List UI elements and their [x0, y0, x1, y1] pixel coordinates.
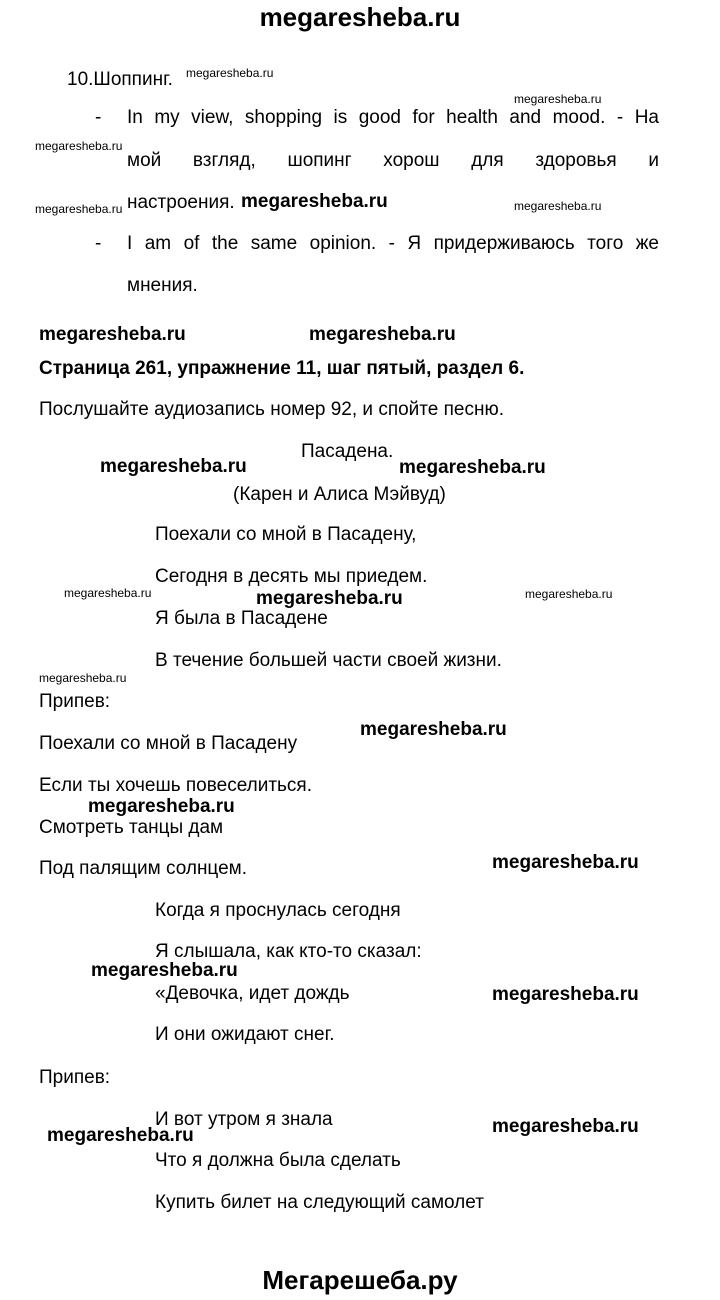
song-line: И они ожидают снег.	[155, 1024, 335, 1045]
watermark-bold: megaresheba.ru	[256, 588, 403, 609]
song-line: Купить билет на следующий самолет	[155, 1192, 484, 1213]
watermark-bold: megaresheba.ru	[309, 324, 456, 345]
song-line: Что я должна была сделать	[155, 1150, 401, 1171]
exercise-10-heading: 10.Шоппинг.	[67, 69, 173, 90]
watermark-bold: megaresheba.ru	[100, 456, 247, 477]
watermark-bold: megaresheba.ru	[492, 852, 639, 873]
watermark-small: megaresheba.ru	[39, 671, 127, 685]
watermark-bold: megaresheba.ru	[360, 719, 507, 740]
song-line: И вот утром я знала	[155, 1109, 333, 1130]
watermark-small: megaresheba.ru	[525, 587, 613, 601]
dialog-line: настроения.	[127, 192, 235, 213]
watermark-bold: megaresheba.ru	[88, 796, 235, 817]
chorus-line: Поехали со мной в Пасадену	[39, 733, 298, 754]
watermark-small: megaresheba.ru	[35, 139, 123, 153]
chorus-line: Под палящим солнцем.	[39, 858, 248, 879]
watermark-small: megaresheba.ru	[514, 199, 602, 213]
chorus-label: Припев:	[39, 691, 111, 712]
watermark-bold: megaresheba.ru	[47, 1125, 194, 1146]
watermark-bold: megaresheba.ru	[492, 1116, 639, 1137]
song-line: В течение большей части своей жизни.	[155, 650, 502, 671]
chorus-line: Если ты хочешь повеселиться.	[39, 775, 313, 796]
watermark-bold: megaresheba.ru	[39, 324, 186, 345]
watermark-bold: megaresheba.ru	[399, 457, 546, 478]
dialog-line: In my view, shopping is good for health and mood. - На	[127, 107, 659, 128]
exercise-11-heading: Страница 261, упражнение 11, шаг пятый, раздел 6.	[39, 358, 525, 379]
chorus-label: Припев:	[39, 1067, 111, 1088]
dialog-line: мой взгляд, шопинг хорош для здоровья и	[127, 150, 659, 171]
song-line: «Девочка, идет дождь	[155, 983, 350, 1004]
watermark-small: megaresheba.ru	[64, 586, 152, 600]
watermark-small: megaresheba.ru	[186, 66, 274, 80]
song-line: Поехали со мной в Пасадену,	[155, 524, 417, 545]
dialog-line: I am of the same opinion. - Я придерживаюсь того же	[127, 233, 659, 254]
song-line: Сегодня в десять мы приедем.	[155, 566, 428, 587]
watermark-bold: megaresheba.ru	[492, 984, 639, 1005]
song-line: Когда я проснулась сегодня	[155, 900, 401, 921]
dialog-dash-2: -	[95, 233, 102, 254]
dialog-line: мнения.	[127, 275, 198, 296]
song-line: Я слышала, как кто-то сказал:	[155, 941, 422, 962]
song-line: Я была в Пасадене	[155, 608, 328, 629]
dialog-dash-1: -	[95, 107, 102, 128]
header-site-name: megaresheba.ru	[259, 2, 461, 32]
watermark-bold: megaresheba.ru	[91, 960, 238, 981]
song-authors: (Карен и Алиса Мэйвуд)	[233, 484, 446, 505]
watermark-bold: megaresheba.ru	[241, 191, 388, 212]
watermark-small: megaresheba.ru	[35, 202, 123, 216]
footer-site-name: Мегарешеба.ру	[262, 1265, 458, 1295]
chorus-line: Смотреть танцы дам	[39, 817, 224, 838]
exercise-11-task: Послушайте аудиозапись номер 92, и спойте песню.	[39, 399, 504, 420]
watermark-small: megaresheba.ru	[514, 92, 602, 106]
song-title: Пасадена.	[301, 441, 394, 462]
